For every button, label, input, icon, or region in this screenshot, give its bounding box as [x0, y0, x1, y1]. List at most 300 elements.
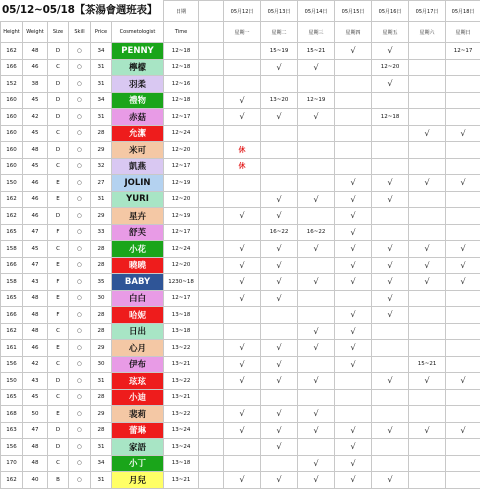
table-row — [1, 241, 480, 258]
cell-skill: ○ — [69, 76, 91, 93]
cell-size: E — [48, 290, 69, 307]
cell-skill: ○ — [69, 373, 91, 390]
cell-time: 12~18 — [164, 92, 199, 109]
cell-skill: ○ — [69, 175, 91, 192]
cosmetologist-name: 米可 — [112, 142, 164, 159]
day-cell: √ — [224, 422, 261, 439]
cosmetologist-name: 心月 — [112, 340, 164, 357]
cell-size: C — [48, 158, 69, 175]
cell-price: 31 — [91, 59, 112, 76]
day-cell: √ — [335, 43, 372, 60]
day-cell: √ — [261, 257, 298, 274]
cell-skill: ○ — [69, 340, 91, 357]
cell-skill: ○ — [69, 125, 91, 142]
table-row — [1, 439, 480, 456]
cell-height: 166 — [1, 59, 23, 76]
day-cell — [409, 92, 446, 109]
cell-price: 34 — [91, 92, 112, 109]
day-cell — [446, 109, 480, 126]
cell-size: D — [48, 422, 69, 439]
day-cell — [298, 208, 335, 225]
cell-time: 13~18 — [164, 307, 199, 324]
cell-size: D — [48, 373, 69, 390]
day-cell: √ — [372, 274, 409, 291]
day-cell: √ — [335, 191, 372, 208]
day-cell — [409, 76, 446, 93]
cell-price: 29 — [91, 142, 112, 159]
day-cell — [446, 307, 480, 324]
row-spacer — [199, 208, 224, 225]
cell-skill: ○ — [69, 224, 91, 241]
cosmetologist-name: 禮物 — [112, 92, 164, 109]
day-cell — [224, 389, 261, 406]
cell-skill: ○ — [69, 92, 91, 109]
cell-height: 158 — [1, 241, 23, 258]
cell-skill: ○ — [69, 439, 91, 456]
day-cell — [261, 389, 298, 406]
cell-weight: 45 — [23, 389, 48, 406]
table-row — [1, 125, 480, 142]
cell-height: 166 — [1, 307, 23, 324]
day-cell: √ — [224, 109, 261, 126]
cell-weight: 42 — [23, 356, 48, 373]
day-cell — [372, 356, 409, 373]
day-cell: √ — [224, 208, 261, 225]
day-cell — [335, 158, 372, 175]
day-cell: √ — [446, 175, 480, 192]
day-cell: √ — [224, 241, 261, 258]
day-cell: √ — [298, 274, 335, 291]
day-cell: √ — [224, 472, 261, 489]
day-cell — [446, 191, 480, 208]
day-cell — [224, 439, 261, 456]
cell-skill: ○ — [69, 241, 91, 258]
cell-height: 162 — [1, 323, 23, 340]
row-spacer — [199, 257, 224, 274]
day-cell — [335, 389, 372, 406]
cell-height: 165 — [1, 389, 23, 406]
day-cell: √ — [335, 323, 372, 340]
cosmetologist-name: 白白 — [112, 290, 164, 307]
cell-height: 160 — [1, 125, 23, 142]
cell-time: 12~17 — [164, 109, 199, 126]
day-cell — [446, 323, 480, 340]
row-spacer — [199, 340, 224, 357]
day-cell: 16~22 — [298, 224, 335, 241]
day-cell: √ — [298, 472, 335, 489]
cell-height: 166 — [1, 257, 23, 274]
day-cell: √ — [335, 241, 372, 258]
day-cell — [335, 406, 372, 423]
day-cell: √ — [335, 307, 372, 324]
cell-price: 28 — [91, 307, 112, 324]
cell-skill: ○ — [69, 109, 91, 126]
day-cell — [372, 439, 409, 456]
day-cell — [261, 455, 298, 472]
cell-size: C — [48, 59, 69, 76]
day-cell: √ — [446, 422, 480, 439]
day-cell: √ — [261, 290, 298, 307]
row-spacer — [199, 406, 224, 423]
day-cell — [409, 208, 446, 225]
table-row — [1, 191, 480, 208]
row-spacer — [199, 175, 224, 192]
cosmetologist-name: PENNY — [112, 43, 164, 60]
cell-size: F — [48, 307, 69, 324]
table-row — [1, 208, 480, 225]
column-header-height: Height — [1, 22, 23, 43]
day-cell: √ — [224, 257, 261, 274]
table-row — [1, 307, 480, 324]
row-spacer — [199, 59, 224, 76]
day-cell: √ — [298, 373, 335, 390]
cell-skill: ○ — [69, 406, 91, 423]
cosmetologist-name: 赤菇 — [112, 109, 164, 126]
day-cell — [335, 59, 372, 76]
cell-skill: ○ — [69, 422, 91, 439]
table-row — [1, 406, 480, 423]
column-header-weight: Weight — [23, 22, 48, 43]
cell-height: 168 — [1, 406, 23, 423]
cosmetologist-name: 曉曉 — [112, 257, 164, 274]
day-cell — [372, 406, 409, 423]
day-cell: √ — [372, 43, 409, 60]
day-cell — [446, 389, 480, 406]
day-cell — [335, 76, 372, 93]
cell-price: 28 — [91, 257, 112, 274]
day-cell — [261, 142, 298, 159]
cell-price: 34 — [91, 455, 112, 472]
day-cell — [409, 290, 446, 307]
day-cell — [446, 92, 480, 109]
cell-time: 12~17 — [164, 158, 199, 175]
cell-skill: ○ — [69, 191, 91, 208]
day-cell: √ — [335, 422, 372, 439]
cell-price: 32 — [91, 158, 112, 175]
day-cell: √ — [372, 257, 409, 274]
day-cell — [224, 191, 261, 208]
row-spacer — [199, 158, 224, 175]
day-cell — [372, 125, 409, 142]
weekday-header: 星期日 — [446, 22, 480, 43]
day-cell — [409, 59, 446, 76]
date-header: 05月15日 — [335, 1, 372, 22]
date-header: 05月17日 — [409, 1, 446, 22]
cell-skill: ○ — [69, 455, 91, 472]
cell-weight: 40 — [23, 472, 48, 489]
day-cell — [335, 290, 372, 307]
day-cell: √ — [335, 356, 372, 373]
day-cell — [335, 109, 372, 126]
day-cell — [298, 257, 335, 274]
day-cell — [298, 389, 335, 406]
cell-weight: 45 — [23, 158, 48, 175]
day-cell — [224, 224, 261, 241]
cell-weight: 46 — [23, 191, 48, 208]
day-cell — [409, 307, 446, 324]
day-cell: 12~18 — [372, 109, 409, 126]
day-cell: √ — [224, 290, 261, 307]
row-spacer — [199, 125, 224, 142]
column-header-price: Price — [91, 22, 112, 43]
table-row — [1, 323, 480, 340]
day-cell: √ — [372, 373, 409, 390]
cell-skill: ○ — [69, 142, 91, 159]
day-cell: √ — [298, 59, 335, 76]
day-cell: √ — [372, 191, 409, 208]
day-cell: √ — [409, 175, 446, 192]
cell-height: 170 — [1, 455, 23, 472]
cosmetologist-name: 星卉 — [112, 208, 164, 225]
cell-price: 28 — [91, 125, 112, 142]
cell-weight: 43 — [23, 274, 48, 291]
cell-time: 12~17 — [164, 290, 199, 307]
cell-size: F — [48, 274, 69, 291]
cell-price: 31 — [91, 472, 112, 489]
day-cell: √ — [224, 406, 261, 423]
day-cell — [372, 340, 409, 357]
cell-time: 12~19 — [164, 208, 199, 225]
day-cell: √ — [261, 406, 298, 423]
day-cell — [372, 158, 409, 175]
day-cell: 15~21 — [409, 356, 446, 373]
cell-skill: ○ — [69, 43, 91, 60]
cell-height: 160 — [1, 109, 23, 126]
row-spacer — [199, 373, 224, 390]
day-cell: 15~21 — [298, 43, 335, 60]
cell-skill: ○ — [69, 323, 91, 340]
cell-price: 30 — [91, 356, 112, 373]
table-row — [1, 422, 480, 439]
day-cell — [446, 76, 480, 93]
date-header: 05月14日 — [298, 1, 335, 22]
day-cell: √ — [335, 274, 372, 291]
day-cell: √ — [298, 455, 335, 472]
weekday-header: 星期三 — [298, 22, 335, 43]
day-cell: √ — [335, 472, 372, 489]
row-spacer — [199, 422, 224, 439]
day-cell — [335, 142, 372, 159]
cell-size: C — [48, 455, 69, 472]
cell-price: 27 — [91, 175, 112, 192]
title-cell — [1, 1, 164, 22]
table-row — [1, 373, 480, 390]
cosmetologist-name: 小丁 — [112, 455, 164, 472]
day-cell: 休 — [224, 158, 261, 175]
cell-price: 31 — [91, 373, 112, 390]
cosmetologist-name: 檸檬 — [112, 59, 164, 76]
day-cell: √ — [409, 373, 446, 390]
day-cell: 16~22 — [261, 224, 298, 241]
date-header: 05月18日 — [446, 1, 480, 22]
column-header-cosmetologist: Cosmetologist — [112, 22, 164, 43]
cell-weight: 46 — [23, 59, 48, 76]
row-spacer — [199, 274, 224, 291]
day-cell — [446, 208, 480, 225]
day-cell — [298, 356, 335, 373]
cosmetologist-name: 舒芙 — [112, 224, 164, 241]
day-cell: √ — [335, 208, 372, 225]
cell-time: 12~20 — [164, 257, 199, 274]
cosmetologist-name: 月兒 — [112, 472, 164, 489]
cell-size: E — [48, 191, 69, 208]
row-spacer — [199, 43, 224, 60]
cell-skill: ○ — [69, 208, 91, 225]
cell-size: D — [48, 142, 69, 159]
cell-skill: ○ — [69, 158, 91, 175]
day-cell — [446, 439, 480, 456]
cell-time: 13~21 — [164, 389, 199, 406]
day-cell — [224, 125, 261, 142]
cell-size: C — [48, 323, 69, 340]
cell-size: D — [48, 43, 69, 60]
day-cell — [261, 175, 298, 192]
weekday-spacer — [199, 22, 224, 43]
cell-height: 162 — [1, 208, 23, 225]
cell-price: 31 — [91, 76, 112, 93]
table-row — [1, 224, 480, 241]
cell-price: 29 — [91, 208, 112, 225]
table-row — [1, 290, 480, 307]
day-cell — [446, 356, 480, 373]
day-cell — [446, 142, 480, 159]
sheet-title: 05/12~05/18【茶湯會週班表】 — [2, 0, 165, 21]
cell-size: E — [48, 406, 69, 423]
cell-weight: 45 — [23, 125, 48, 142]
cell-price: 28 — [91, 241, 112, 258]
day-cell — [446, 340, 480, 357]
day-cell — [409, 109, 446, 126]
day-cell — [335, 373, 372, 390]
cell-size: C — [48, 125, 69, 142]
table-row — [1, 158, 480, 175]
cell-size: C — [48, 241, 69, 258]
weekday-header: 星期四 — [335, 22, 372, 43]
day-cell — [224, 455, 261, 472]
day-cell — [298, 439, 335, 456]
day-cell: 12~19 — [298, 92, 335, 109]
day-cell: √ — [446, 373, 480, 390]
cell-height: 162 — [1, 472, 23, 489]
day-cell: √ — [224, 340, 261, 357]
day-cell: √ — [261, 191, 298, 208]
day-cell: √ — [335, 455, 372, 472]
day-cell — [446, 224, 480, 241]
cell-height: 165 — [1, 224, 23, 241]
cell-height: 150 — [1, 175, 23, 192]
day-cell: √ — [261, 356, 298, 373]
table-row — [1, 274, 480, 291]
cell-height: 162 — [1, 191, 23, 208]
cell-weight: 48 — [23, 307, 48, 324]
table-row — [1, 76, 480, 93]
cell-weight: 48 — [23, 439, 48, 456]
day-cell: √ — [224, 92, 261, 109]
cell-time: 13~24 — [164, 422, 199, 439]
cell-height: 158 — [1, 274, 23, 291]
day-cell: √ — [409, 257, 446, 274]
day-cell: √ — [372, 241, 409, 258]
day-cell — [261, 76, 298, 93]
cell-weight: 46 — [23, 175, 48, 192]
day-cell — [224, 43, 261, 60]
cell-height: 150 — [1, 373, 23, 390]
cell-time: 13~22 — [164, 406, 199, 423]
cell-height: 163 — [1, 422, 23, 439]
cell-price: 31 — [91, 439, 112, 456]
day-cell: 13~20 — [261, 92, 298, 109]
cell-size: D — [48, 439, 69, 456]
day-cell — [409, 191, 446, 208]
day-cell — [298, 175, 335, 192]
day-cell — [372, 455, 409, 472]
day-cell: √ — [261, 241, 298, 258]
cell-price: 33 — [91, 224, 112, 241]
cell-height: 162 — [1, 43, 23, 60]
day-cell — [298, 158, 335, 175]
day-cell — [261, 125, 298, 142]
cell-weight: 38 — [23, 76, 48, 93]
row-spacer — [199, 191, 224, 208]
cell-height: 160 — [1, 158, 23, 175]
day-cell: √ — [261, 109, 298, 126]
day-cell — [446, 158, 480, 175]
day-cell: √ — [372, 422, 409, 439]
day-cell — [335, 125, 372, 142]
date-label: 日期 — [164, 1, 199, 22]
table-row — [1, 257, 480, 274]
cell-size: D — [48, 208, 69, 225]
cell-size: E — [48, 257, 69, 274]
cell-time: 12~20 — [164, 142, 199, 159]
table-row — [1, 340, 480, 357]
row-spacer — [199, 389, 224, 406]
day-cell: √ — [409, 241, 446, 258]
day-cell: √ — [335, 340, 372, 357]
row-spacer — [199, 109, 224, 126]
row-spacer — [199, 142, 224, 159]
day-cell: √ — [409, 422, 446, 439]
row-spacer — [199, 439, 224, 456]
day-cell — [409, 389, 446, 406]
day-cell: √ — [372, 76, 409, 93]
cell-price: 31 — [91, 109, 112, 126]
cell-weight: 48 — [23, 43, 48, 60]
cell-time: 13~18 — [164, 455, 199, 472]
day-cell — [409, 323, 446, 340]
cosmetologist-name: YURI — [112, 191, 164, 208]
column-header-size: Size — [48, 22, 69, 43]
day-cell — [409, 43, 446, 60]
cell-skill: ○ — [69, 274, 91, 291]
table-row — [1, 389, 480, 406]
cell-weight: 50 — [23, 406, 48, 423]
cell-price: 28 — [91, 422, 112, 439]
cell-time: 1230~18 — [164, 274, 199, 291]
day-cell — [372, 389, 409, 406]
day-cell — [224, 323, 261, 340]
column-header-time: Time — [164, 22, 199, 43]
day-cell: √ — [261, 472, 298, 489]
day-cell: √ — [261, 274, 298, 291]
cell-time: 13~22 — [164, 340, 199, 357]
cell-time: 12~24 — [164, 241, 199, 258]
day-cell: √ — [409, 274, 446, 291]
day-cell: √ — [298, 323, 335, 340]
cell-height: 156 — [1, 356, 23, 373]
day-cell: √ — [446, 257, 480, 274]
cell-weight: 46 — [23, 340, 48, 357]
